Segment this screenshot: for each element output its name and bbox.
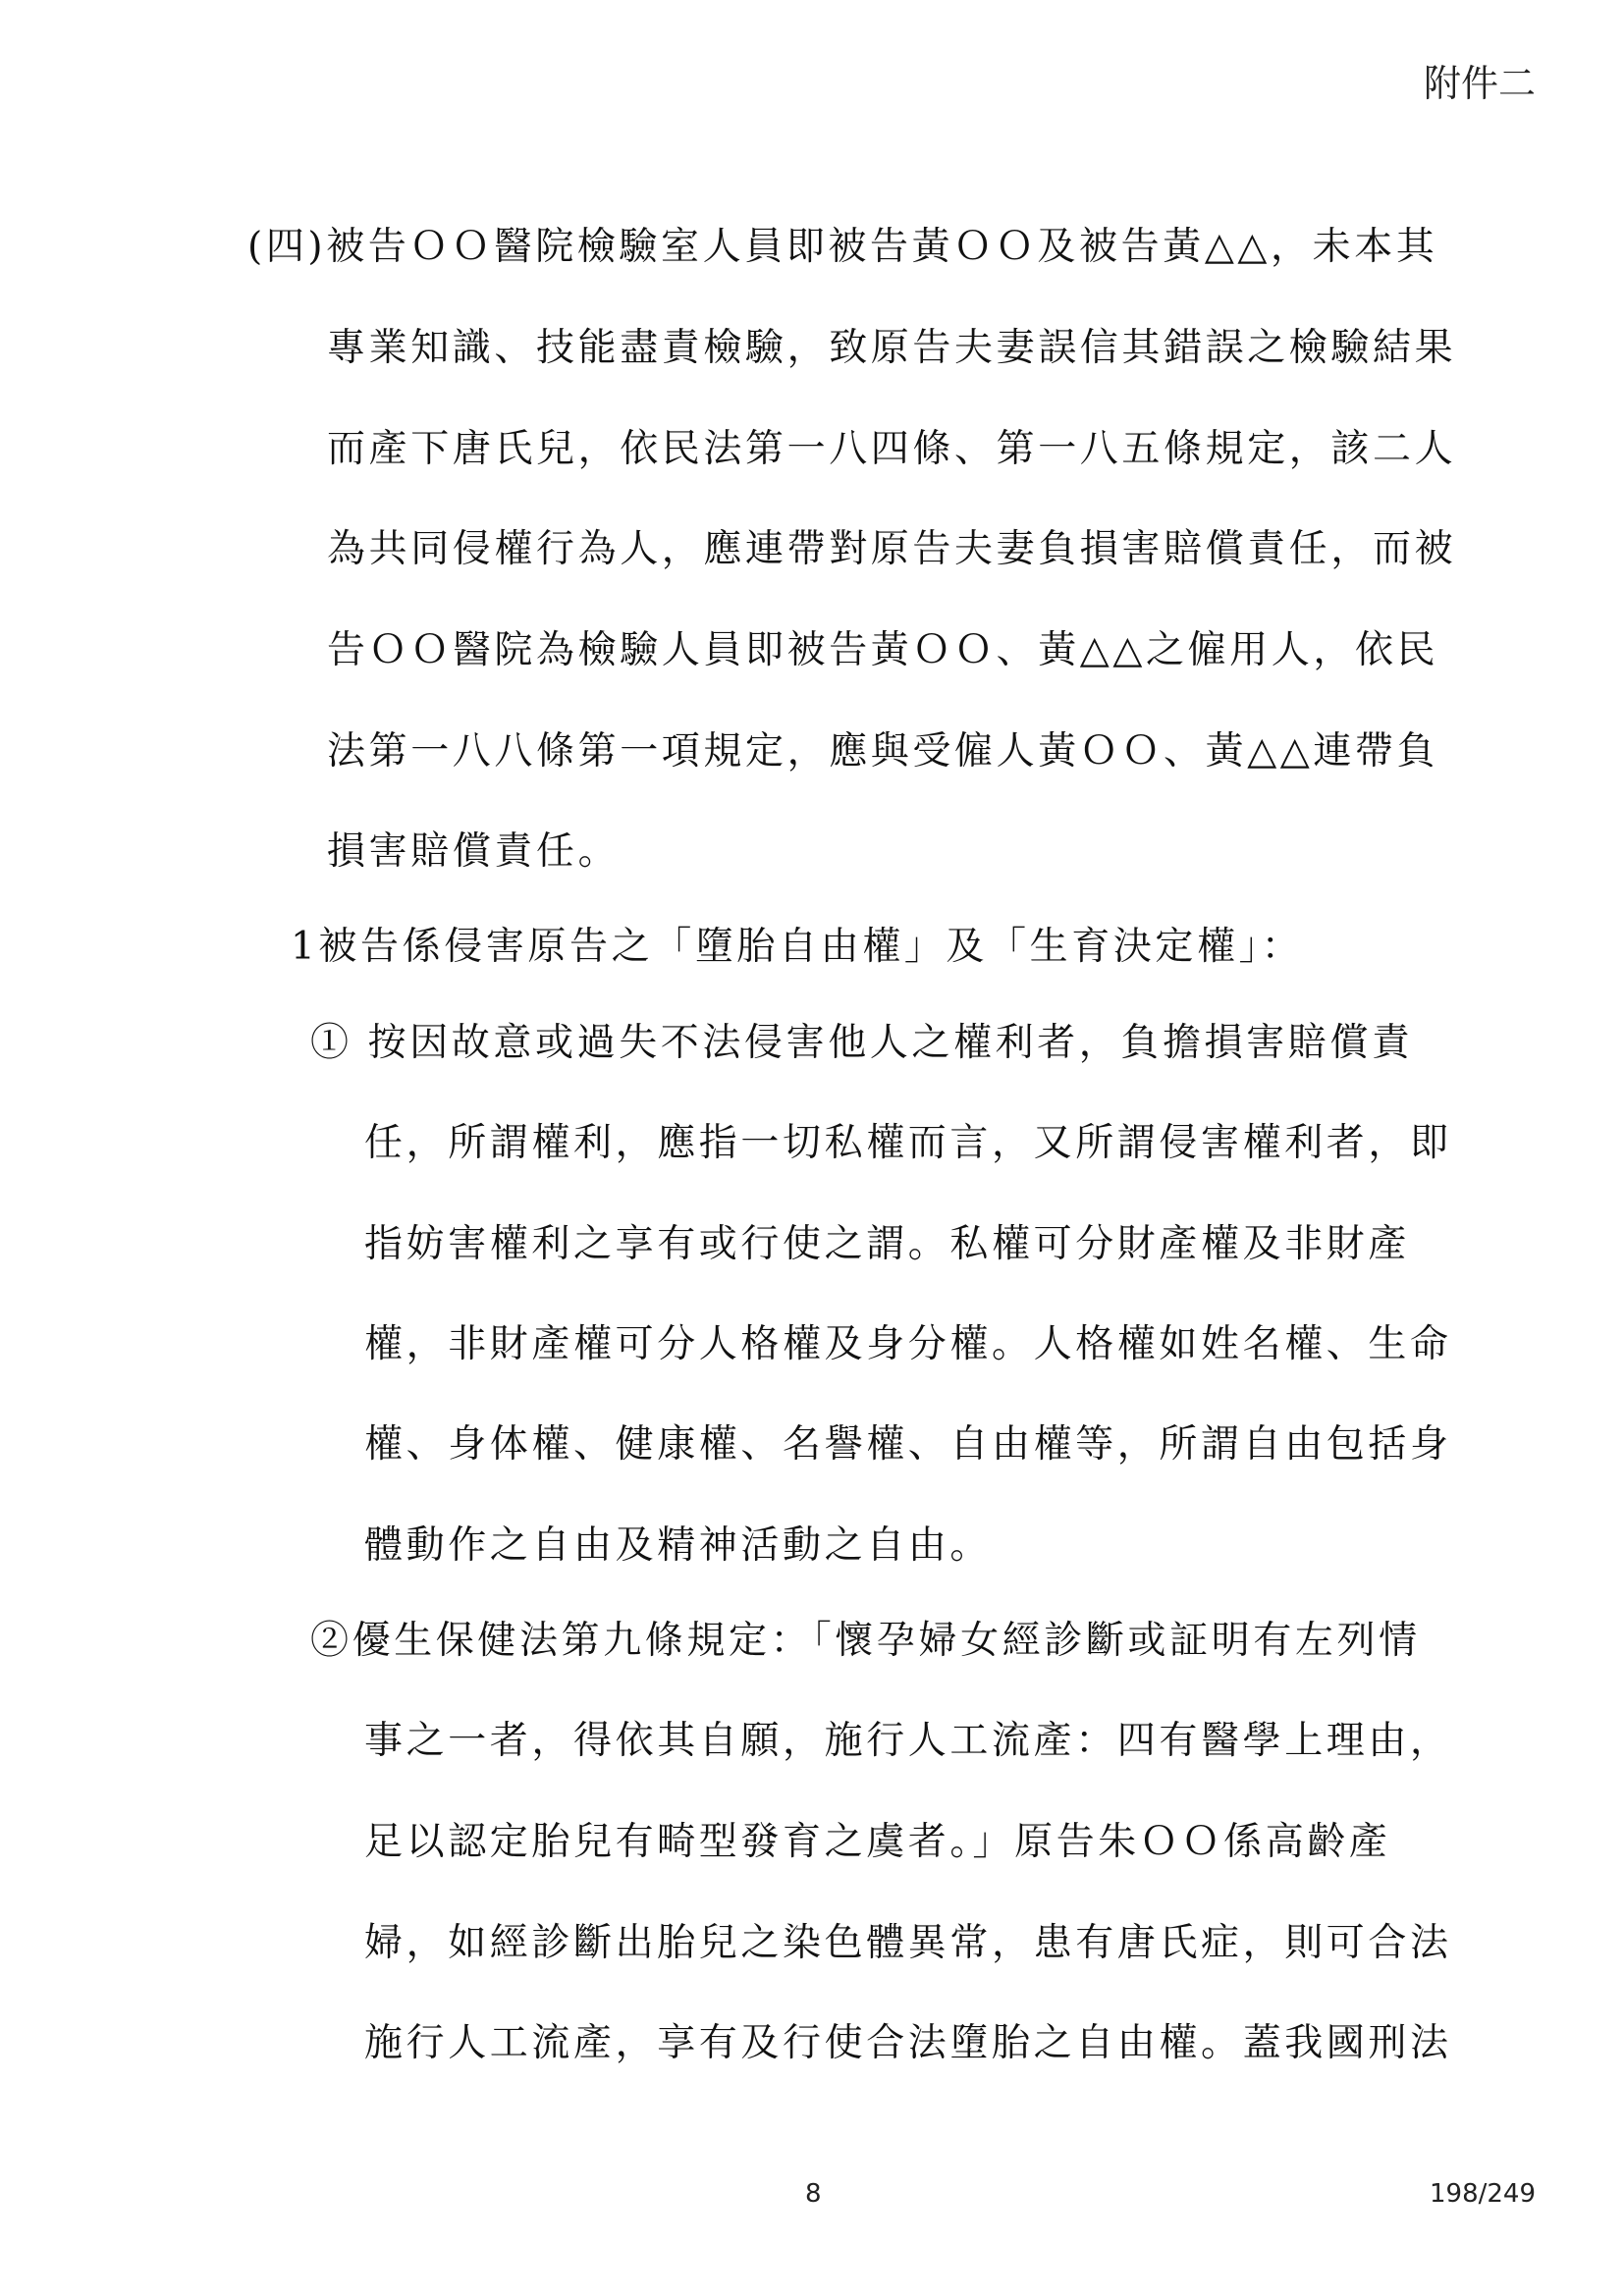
text-line: 權、身体權、健康權、名譽權、自由權等，所謂自由包括身	[364, 1422, 1452, 1467]
text-line: 任，所謂權利，應指一切私權而言，又所謂侵害權利者，即	[364, 1121, 1452, 1165]
text-line: (四)被告ＯＯ醫院檢驗室人員即被告黃ＯＯ及被告黃△△，未本其	[247, 225, 1438, 269]
text-line: 指妨害權利之享有或行使之謂。私權可分財產權及非財產	[364, 1222, 1411, 1266]
text-line: 告ＯＯ醫院為檢驗人員即被告黃ＯＯ、黃△△之僱用人，依民	[327, 628, 1439, 672]
text-line: 損害賠償責任。	[327, 829, 621, 874]
text-line: 權，非財產權可分人格權及身分權。人格權如姓名權、生命	[364, 1322, 1452, 1366]
text-line: ① 按因故意或過失不法侵害他人之權利者，負擔損害賠償責	[310, 1021, 1414, 1065]
text-line: 足以認定胎兒有畸型發育之虞者。」原告朱ＯＯ係高齡產	[364, 1820, 1391, 1864]
text-line: ②優生保健法第九條規定：「懷孕婦女經診斷或証明有左列情	[310, 1619, 1421, 1663]
text-line: 體動作之自由及精神活動之自由。	[364, 1523, 993, 1568]
page-number: 8	[805, 2179, 822, 2209]
text-line: 為共同侵權行為人，應連帶對原告夫妻負損害賠償責任，而被	[327, 527, 1457, 571]
text-line: 婦，如經診斷出胎兒之染色體異常，患有唐氏症，則可合法	[364, 1921, 1452, 1965]
text-line: 1被告係侵害原告之「墮胎自由權」及「生育決定權」：	[291, 925, 1304, 969]
annex-label: 附件二	[1423, 62, 1536, 105]
page-count: 198/249	[1429, 2179, 1536, 2209]
text-line: 事之一者，得依其自願，施行人工流產：四有醫學上理由，	[364, 1719, 1452, 1763]
text-line: 專業知識、技能盡責檢驗，致原告夫妻誤信其錯誤之檢驗結果	[327, 326, 1457, 370]
text-line: 法第一八八條第一項規定，應與受僱人黃ＯＯ、黃△△連帶負	[327, 729, 1439, 774]
text-line: 施行人工流產，享有及行使合法墮胎之自由權。蓋我國刑法	[364, 2021, 1452, 2065]
text-line: 而產下唐氏兒，依民法第一八四條、第一八五條規定，該二人	[327, 427, 1457, 471]
